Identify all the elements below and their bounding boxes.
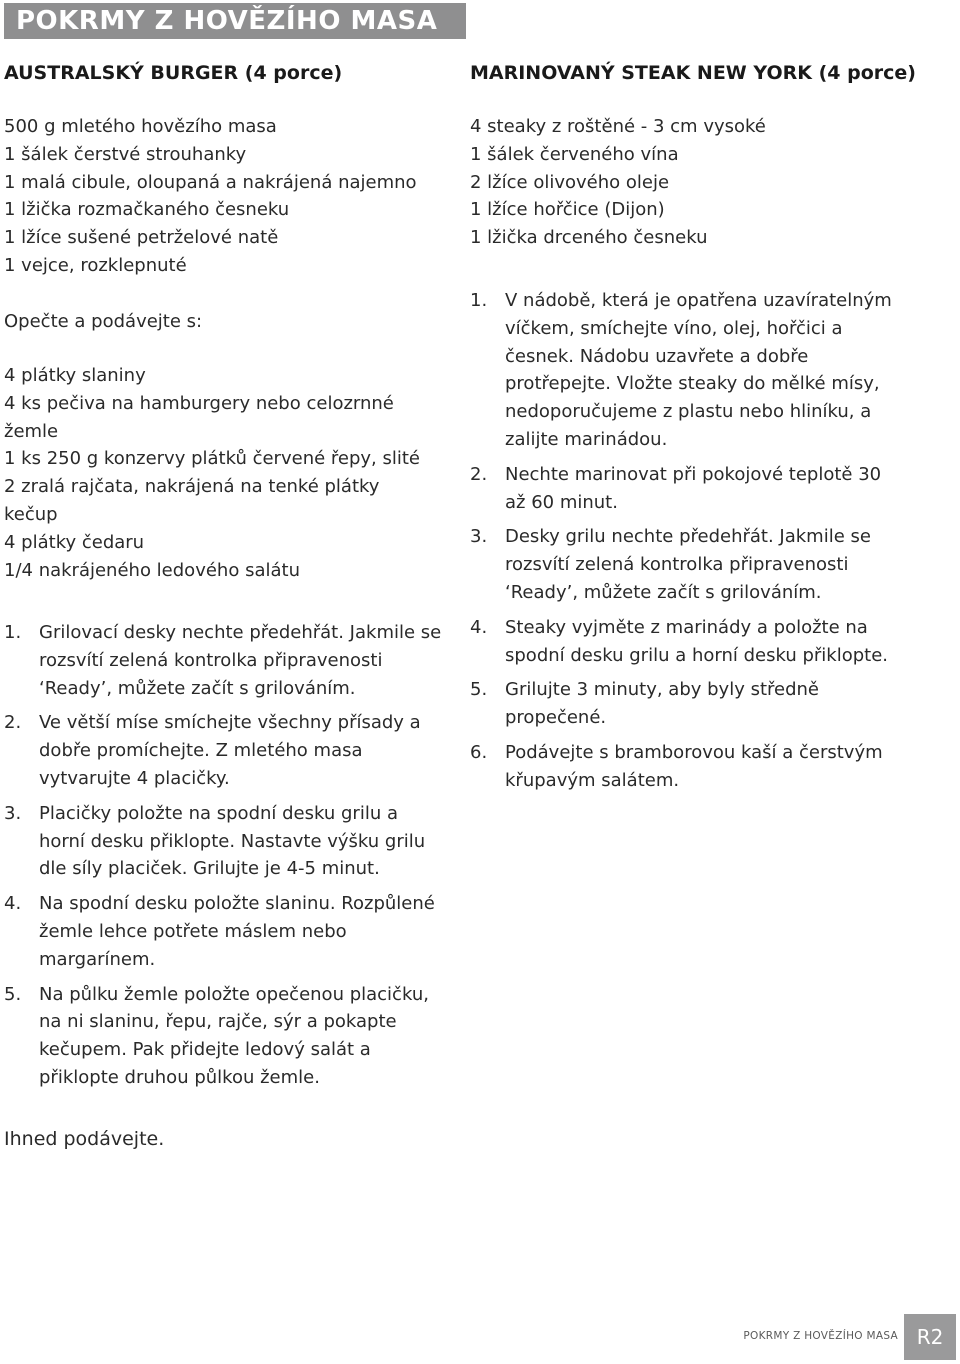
step-number: 1. bbox=[4, 622, 22, 643]
recipe-title: MARINOVANÝ STEAK NEW YORK (4 porce) bbox=[470, 62, 916, 84]
serve-item: 2 zralá rajčata, nakrájená na tenké plátky bbox=[4, 476, 380, 498]
ingredient-item: 1 šálek čerstvé strouhanky bbox=[4, 143, 247, 165]
steps-list bbox=[470, 287, 905, 802]
step-number: 3. bbox=[470, 526, 488, 548]
ingredient-item: 1 vejce, rozklepnuté bbox=[4, 254, 187, 276]
ingredient-item: 1 lžička rozmačkaného česneku bbox=[4, 199, 290, 221]
serve-item: 4 plátky slaniny bbox=[4, 365, 146, 386]
step-item bbox=[4, 709, 449, 792]
step-number: 4. bbox=[470, 616, 488, 638]
step-number: 4. bbox=[4, 893, 22, 915]
ingredient-item: 1 lžíce sušené petrželové natě bbox=[4, 227, 279, 249]
step-number: 6. bbox=[470, 741, 488, 763]
serve-label: Opečte a podávejte s: bbox=[4, 311, 203, 332]
step-item bbox=[4, 800, 449, 883]
step-text: Placičky položte na spodní desku grilu a horní desku přiklopte. Nastavte výšku grilu dle síly placiček. Grilujte je 4-5 minut. bbox=[39, 802, 426, 880]
step-text: Grilujte 3 minuty, aby byly středně propečené. bbox=[505, 679, 819, 729]
ingredient-item: 500 g mletého hovězího masa bbox=[4, 116, 277, 137]
serve-item: 4 plátky čedaru bbox=[4, 531, 145, 553]
ingredient-item: 1 lžička drceného česneku bbox=[470, 227, 708, 249]
step-number: 3. bbox=[4, 802, 22, 824]
ingredient-item: 4 steaky z roštěné - 3 cm vysoké bbox=[470, 116, 766, 137]
step-number: 5. bbox=[470, 679, 488, 701]
serve-item: kečup bbox=[4, 503, 58, 525]
step-text: Grilovací desky nechte předehřát. Jakmile se rozsvítí zelená kontrolka připravenosti ‘Ready’, můžete začít s grilováním. bbox=[39, 622, 442, 699]
step-item bbox=[470, 287, 905, 454]
serve-item: 4 ks pečiva na hamburgery nebo celozrnné bbox=[4, 392, 394, 414]
step-number: 1. bbox=[470, 290, 488, 311]
serve-items-list bbox=[4, 362, 420, 584]
ingredient-item: 1 malá cibule, oloupaná a nakrájená najemno bbox=[4, 171, 417, 193]
step-text: Desky grilu nechte předehřát. Jakmile se rozsvítí zelená kontrolka připravenosti ‘Ready’, můžete začít s grilováním. bbox=[505, 526, 871, 603]
step-item bbox=[470, 676, 905, 732]
step-item bbox=[470, 523, 905, 606]
serve-item: žemle bbox=[4, 420, 59, 442]
closing-note: Ihned podávejte. bbox=[4, 1128, 165, 1150]
step-number: 5. bbox=[4, 983, 22, 1005]
ingredient-item: 1 šálek červeného vína bbox=[470, 143, 679, 165]
recipe-title: AUSTRALSKÝ BURGER (4 porce) bbox=[4, 62, 343, 84]
section-title-banner: POKRMY Z HOVĚZÍHO MASA bbox=[4, 3, 466, 39]
step-text: Ve větší míse smíchejte všechny přísady a dobře promíchejte. Z mletého masa vytvarujte 4 placičky. bbox=[39, 712, 421, 789]
step-text: Nechte marinovat při pokojové teplotě 30 až 60 minut. bbox=[505, 463, 882, 513]
ingredients-list bbox=[4, 113, 417, 280]
step-text: Na půlku žemle položte opečenou placičku, na ni slaninu, řepu, rajče, sýr a pokapte kečupem. Pak přidejte ledový salát a přiklopte druhou půlkou žemle. bbox=[39, 983, 429, 1088]
ingredient-item: 2 lžíce olivového oleje bbox=[470, 171, 670, 193]
steps-list bbox=[4, 619, 449, 1099]
step-text: Steaky vyjměte z marinády a položte na spodní desku grilu a horní desku přiklopte. bbox=[505, 616, 889, 666]
step-text: V nádobě, která je opatřena uzavíratelným víčkem, smíchejte víno, olej, hořčici a česnek. Nádobu uzavřete a dobře protřepejte. Vložte steaky do mělké mísy, nedoporučujeme z plastu nebo hliníku, a zalijte marinádou. bbox=[505, 290, 892, 450]
serve-item: 1 ks 250 g konzervy plátků červené řepy, slité bbox=[4, 448, 421, 470]
step-number: 2. bbox=[4, 712, 22, 734]
ingredients-list bbox=[470, 113, 766, 252]
page-number: R2 bbox=[904, 1314, 956, 1360]
step-number: 2. bbox=[470, 463, 488, 485]
footer-section-label: POKRMY Z HOVĚZÍHO MASA bbox=[743, 1330, 898, 1342]
step-item bbox=[4, 619, 449, 702]
ingredient-item: 1 lžíce hořčice (Dijon) bbox=[470, 199, 665, 221]
step-text: Na spodní desku položte slaninu. Rozpůlené žemle lehce potřete máslem nebo margarínem. bbox=[39, 893, 435, 970]
serve-item: 1/4 nakrájeného ledového salátu bbox=[4, 559, 300, 581]
step-item bbox=[470, 614, 905, 670]
step-item bbox=[470, 461, 905, 517]
step-text: Podávejte s bramborovou kaší a čerstvým křupavým salátem. bbox=[505, 741, 883, 791]
step-item bbox=[470, 739, 905, 795]
step-item bbox=[4, 890, 449, 973]
step-item bbox=[4, 981, 449, 1092]
